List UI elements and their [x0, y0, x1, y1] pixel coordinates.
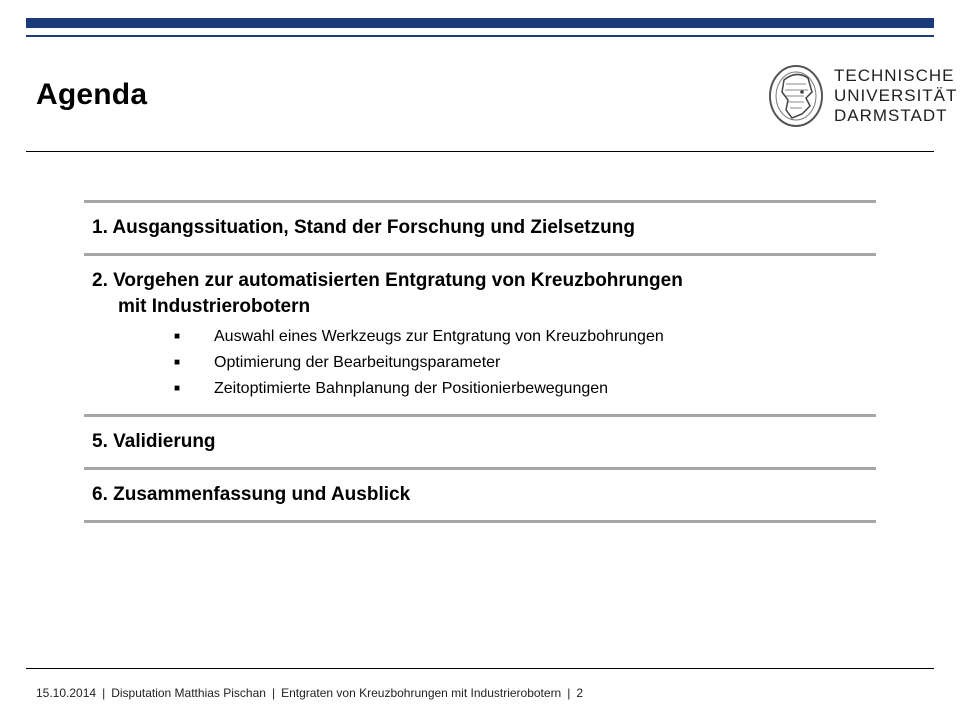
agenda-item-heading: 6. Zusammenfassung und Ausblick: [92, 484, 411, 505]
agenda-divider: [84, 520, 876, 523]
footer-separator: |: [271, 686, 276, 700]
footer-topic: Entgraten von Kreuzbohrungen mit Industrierobotern: [281, 686, 562, 700]
athena-seal-icon: [766, 62, 828, 130]
agenda-sub-list: [92, 324, 876, 402]
agenda-sub-item-label: Optimierung der Bearbeitungsparameter: [214, 354, 501, 371]
agenda-item-heading: 5. Validierung: [92, 431, 216, 452]
agenda-sub-item-label: Auswahl eines Werkzeugs zur Entgratung von Kreuzbohrungen: [214, 328, 664, 345]
agenda-sub-item: [92, 324, 876, 350]
agenda-sub-item: [92, 350, 876, 376]
agenda-item-heading: 1. Ausgangssituation, Stand der Forschung und Zielsetzung: [92, 217, 635, 238]
header-divider: [26, 151, 934, 152]
agenda-item-heading: [92, 268, 876, 320]
header-thin-bar: [26, 35, 934, 37]
agenda-item-heading-line-2: mit Industrierobotern: [118, 296, 311, 317]
logo-line-3: DARMSTADT: [834, 106, 948, 125]
page-title: Agenda: [36, 78, 148, 111]
logo-line-1: TECHNISCHE: [834, 66, 955, 85]
footer-separator: |: [102, 686, 106, 700]
square-bullet-icon: ■: [174, 331, 181, 342]
agenda-sub-item: [92, 376, 876, 402]
agenda-item-1: [84, 203, 876, 253]
footer-event: Disputation Matthias Pischan: [111, 686, 266, 700]
logo-line-2: UNIVERSITÄT: [834, 86, 958, 105]
square-bullet-icon: ■: [174, 383, 181, 394]
agenda-item-heading-line-1: 2. Vorgehen zur automatisierten Entgratung von Kreuzbohrungen: [92, 270, 683, 291]
square-bullet-icon: ■: [174, 357, 181, 368]
page-number: 2: [576, 686, 584, 700]
footer-divider: [26, 668, 934, 669]
agenda-item-5: [84, 417, 876, 467]
footer-date: 15.10.2014: [36, 686, 97, 700]
agenda-item-2: [84, 256, 876, 414]
agenda-sub-item-label: Zeitoptimierte Bahnplanung der Positionierbewegungen: [214, 380, 609, 397]
footer: [36, 686, 583, 700]
university-logo: [766, 62, 958, 132]
agenda-item-6: [84, 470, 876, 520]
header-bar: [26, 18, 934, 28]
agenda-list: [84, 200, 876, 523]
footer-separator: |: [567, 686, 571, 700]
